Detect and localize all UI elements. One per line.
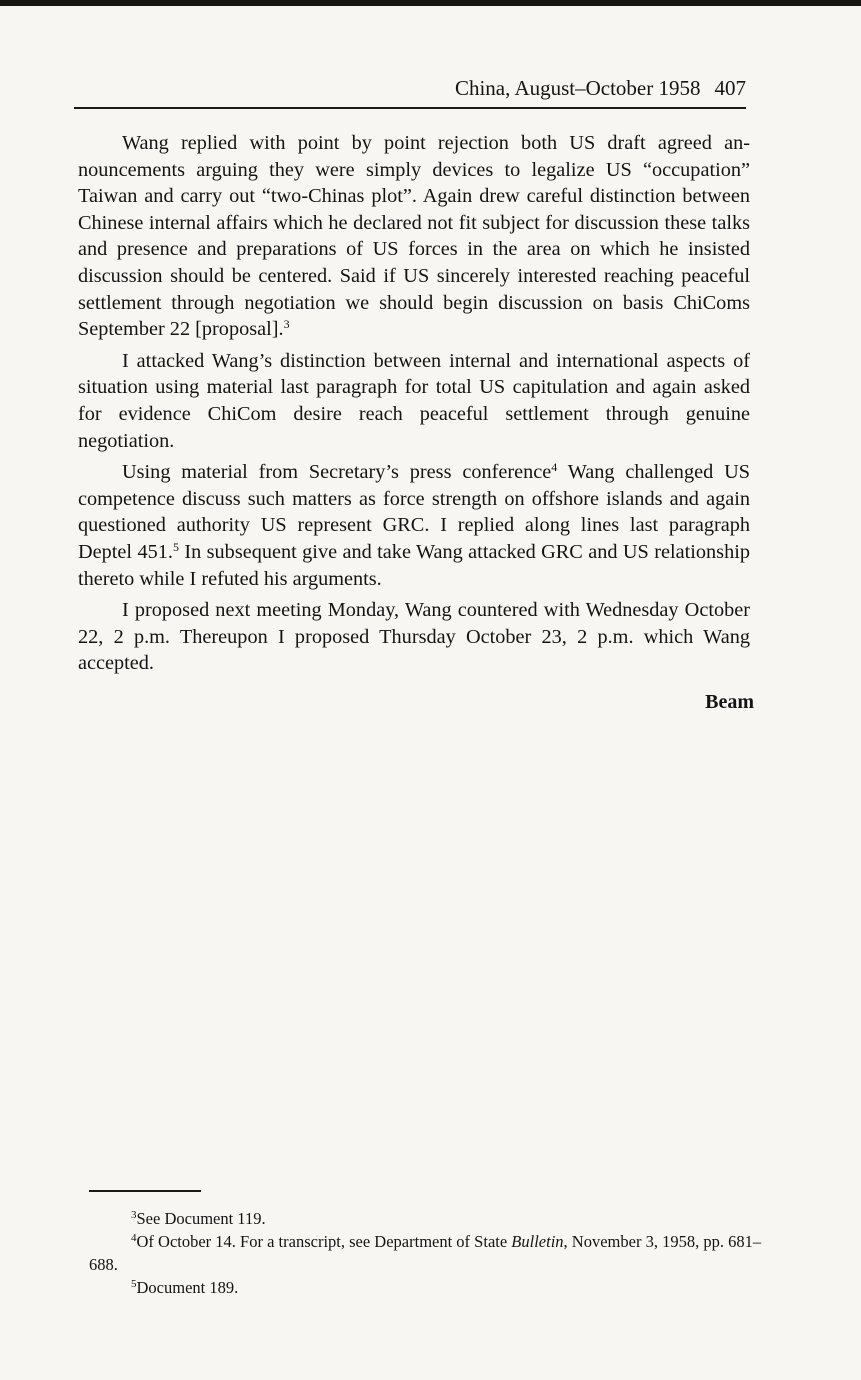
paragraph-text: I proposed next meeting Monday, Wang countered with Wednesday October 22, 2 p.m. Thereupon I proposed Thursday October 23, 2 p.m. which Wang accepted. (78, 599, 750, 675)
running-title: China, August–October 1958 (454, 76, 701, 100)
footnote-ref-5: 5 (172, 539, 179, 554)
paragraph-text: I attacked Wang’s distinction between internal and international aspects of situation using material last paragraph for total US capitulation and again asked for evidence ChiCom desire reach peaceful settlement through genuine negotiation. (78, 349, 750, 452)
footnote-text: , November 3, 1958, pp. 681–688. (89, 1232, 762, 1274)
footnote-rule (89, 1190, 201, 1192)
footnote-number: 3 (131, 1209, 137, 1221)
header-rule (74, 107, 746, 109)
page-number: 407 (714, 76, 746, 100)
running-header (78, 74, 746, 102)
footnote-3 (89, 1207, 765, 1230)
footnote-5 (89, 1276, 765, 1299)
paragraph-1 (78, 130, 750, 343)
footnote-number: 5 (131, 1278, 137, 1290)
body-text (78, 130, 750, 682)
footnote-text: See Document 119. (136, 1209, 266, 1228)
paragraph-2 (78, 348, 750, 454)
footnote-number: 4 (131, 1232, 137, 1244)
paragraph-text: Wang replied with point by point rejection both US draft agreed announcements arguing they were simply devices to legalize US “occupation” Taiwan and carry out “two-Chinas plot”. Again drew careful distinction between Chinese internal affairs which he declared not fit subject for discussion these talks and presence and preparations of US forces in the area on which he insisted discussion should be centered. Said if US sincerely interested reaching peaceful settlement through negotiation we should begin discussion on basis ChiComs September 22 [proposal]. (78, 132, 750, 341)
footnote-italic-title: Bulletin (511, 1232, 564, 1251)
paragraph-text: In subsequent give and take Wang attacked GRC and US relationship thereto while I refuted his arguments. (78, 540, 750, 590)
paragraph-4 (78, 597, 750, 677)
paragraph-text: Wang challenged US competence discuss such matters as force strength on offshore islands and again questioned authority US represent GRC. I replied along lines last paragraph Deptel 451. (78, 461, 750, 563)
paragraph-3 (78, 459, 750, 592)
footnote-text: Of October 14. For a transcript, see Department of State (136, 1232, 512, 1251)
page-top-edge (0, 0, 861, 6)
footnotes (89, 1207, 765, 1299)
footnote-4 (89, 1230, 765, 1276)
paragraph-text: Using material from Secretary’s press conference (122, 461, 552, 484)
signature: Beam (705, 691, 754, 713)
footnote-text: Document 189. (136, 1278, 239, 1297)
footnote-ref-4: 4 (551, 460, 558, 475)
footnote-ref-3: 3 (283, 317, 290, 332)
